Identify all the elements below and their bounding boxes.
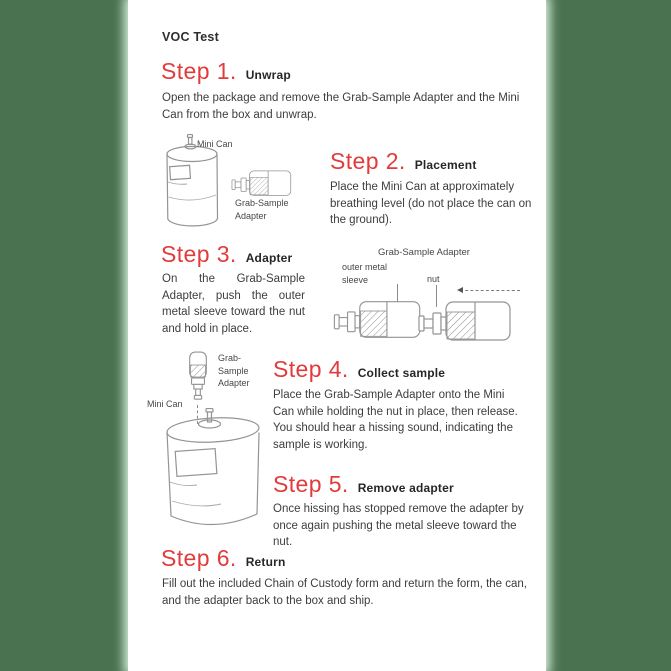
step-4-heading (273, 356, 445, 383)
step-6-heading (161, 545, 286, 572)
step-6-body: Fill out the included Chain of Custody form and return the form, the can, and the adapter back to the box and ship. (162, 578, 527, 607)
step-5-heading (273, 471, 454, 498)
step-2-number: Step 2. (330, 148, 406, 174)
adapter-vertical-label-line2: Sample (218, 365, 249, 376)
mini-can-large-figure (163, 408, 263, 538)
figure-adapter-title: Grab-Sample Adapter (378, 247, 470, 258)
adapter-label (235, 197, 289, 222)
step-4-number: Step 4. (273, 356, 349, 382)
step-2-body: Place the Mini Can at approximately breathing level (do not place the can on the ground). (330, 181, 532, 227)
step-3-number: Step 3. (161, 241, 237, 267)
nut-label: nut (427, 274, 440, 284)
step-1-heading (161, 58, 291, 85)
mini-can-label-2: Mini Can (147, 399, 183, 409)
document-page (128, 0, 546, 671)
step-4-body: Place the Grab-Sample Adapter onto the Mini Can while holding the nut in place, then release. You should hear a hissing sound, indicating the sample is working. (273, 389, 518, 452)
step-6-label: Return (245, 555, 286, 569)
step-1-number: Step 1. (161, 58, 237, 84)
sleeve-label-line1: outer metal (342, 262, 388, 272)
step-3-heading (161, 241, 292, 268)
adapter-vertical-label (218, 352, 250, 390)
sleeve-label-line2: sleeve (342, 274, 369, 285)
step-2-heading (330, 148, 477, 175)
adapter-vertical-figure (186, 351, 210, 403)
step-6-number: Step 6. (161, 545, 237, 571)
adapter-label-line2: Adapter (235, 210, 267, 221)
adapter-vertical-label-line1: Grab- (218, 353, 242, 363)
adapter-left-figure (333, 296, 423, 341)
page-title: VOC Test (162, 30, 219, 44)
arrow-head-icon (457, 287, 463, 293)
step-1-label: Unwrap (245, 68, 291, 82)
step-5-label: Remove adapter (357, 481, 454, 495)
mini-can-label: Mini Can (197, 139, 233, 149)
adapter-right-figure (418, 296, 513, 344)
step-2-label: Placement (414, 158, 477, 172)
step-4-label: Collect sample (357, 366, 446, 380)
push-direction-arrow (460, 290, 520, 291)
step-5-number: Step 5. (273, 471, 349, 497)
grab-sample-adapter-figure (231, 167, 293, 198)
adapter-vertical-label-line3: Adapter (218, 378, 250, 389)
step-3-label: Adapter (245, 251, 293, 265)
step-3-body: On the Grab-Sample Adapter, push the outer metal sleeve toward the nut and hold in place. (162, 273, 305, 336)
step-5-body: Once hissing has stopped remove the adapter by once again pushing the metal sleeve toward the nut. (273, 503, 524, 549)
sleeve-label (342, 261, 387, 286)
adapter-label-line1: Grab-Sample (235, 198, 289, 208)
step-1-body: Open the package and remove the Grab-Sample Adapter and the Mini Can from the box and unwrap. (162, 92, 520, 121)
